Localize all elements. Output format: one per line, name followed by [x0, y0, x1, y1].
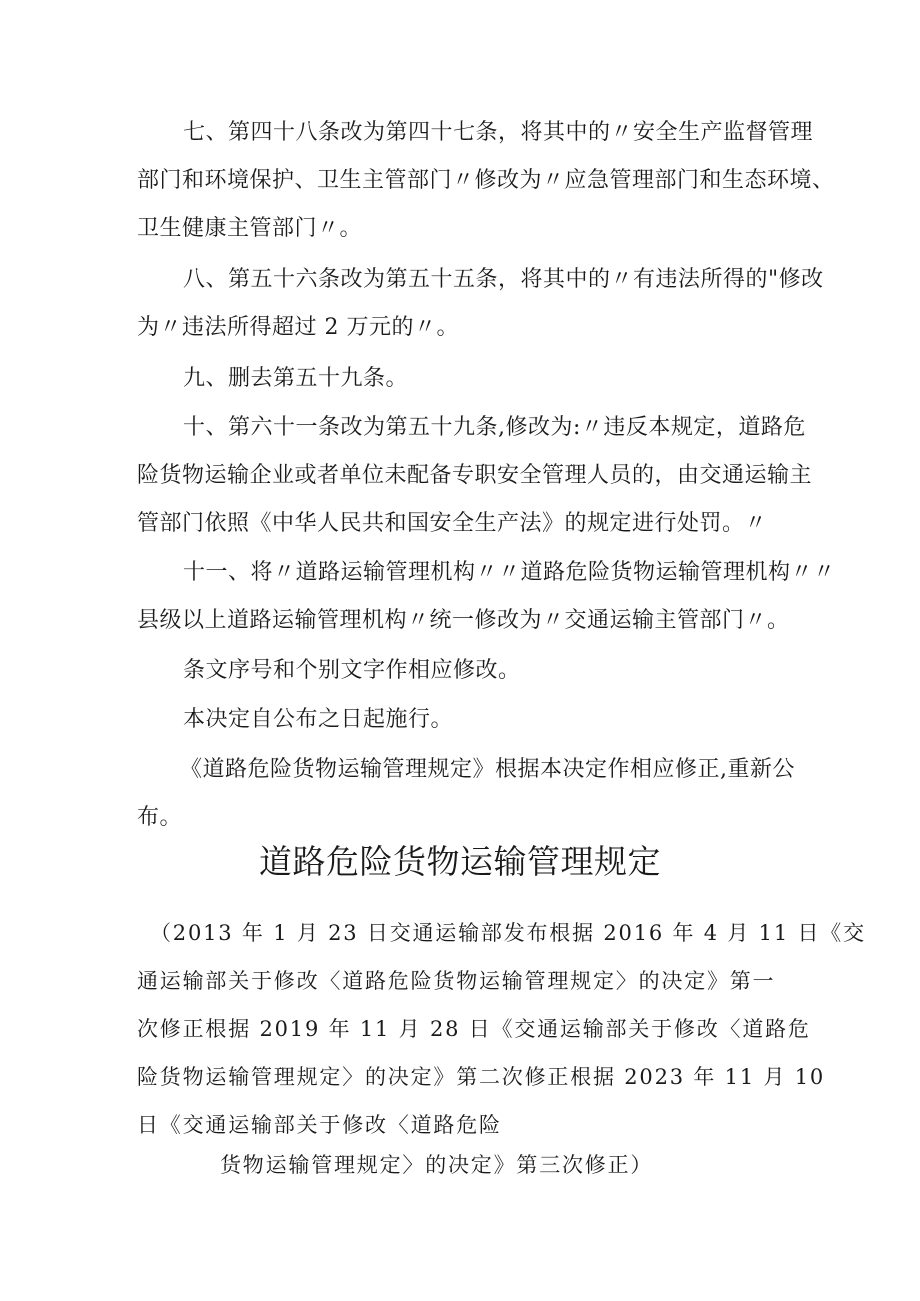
paragraph-8-line-1: 八、第五十六条改为第五十五条，将其中的〃有违法所得的"修改	[183, 267, 824, 292]
paragraph-7-line-2: 部门和环境保护、卫生主管部门〃修改为〃应急管理部门和生态环境、	[137, 168, 835, 193]
paragraph-14-line-1: 《道路危险货物运输管理规定》根据本决定作相应修正,重新公	[180, 757, 795, 782]
paragraph-12-line-1: 条文序号和个别文字作相应修改。	[183, 658, 521, 683]
subtitle-line-3: 次修正根据 2019 年 11 月 28 日《交通运输部关于修改〈道路危	[137, 1017, 811, 1041]
paragraph-7-line-3: 卫生健康主管部门〃。	[137, 216, 363, 241]
subtitle-line-5: 日《交通运输部关于修改〈道路危险	[137, 1113, 502, 1137]
document-title: 道路危险货物运输管理规定	[259, 842, 661, 881]
paragraph-7-line-1: 七、第四十八条改为第四十七条，将其中的〃安全生产监督管理	[183, 120, 814, 145]
paragraph-11-line-1: 十一、将〃道路运输管理机构〃〃道路危险货物运输管理机构〃〃	[183, 560, 836, 585]
paragraph-10-line-2: 险货物运输企业或者单位未配备专职安全管理人员的，由交通运输主	[137, 463, 813, 488]
subtitle-line-4: 险货物运输管理规定〉的决定》第二次修正根据 2023 年 11 月 10	[137, 1065, 826, 1089]
subtitle-line-2: 通运输部关于修改〈道路危险货物运输管理规定〉的决定》第一	[137, 969, 776, 993]
paragraph-10-line-3: 管部门依照《中华人民共和国安全生产法》的规定进行处罚。〃	[137, 511, 768, 536]
paragraph-13-line-1: 本决定自公布之日起施行。	[183, 707, 454, 732]
subtitle-line-6: 货物运输管理规定〉的决定》第三次修正）	[220, 1153, 654, 1177]
paragraph-9-line-1: 九、删去第五十九条。	[183, 366, 409, 391]
paragraph-10-line-1: 十、第六十一条改为第五十九条,修改为:〃违反本规定，道路危	[183, 415, 806, 440]
paragraph-11-line-2: 县级以上道路运输管理机构〃统一修改为〃交通运输主管部门〃。	[137, 608, 790, 633]
paragraph-8-line-2: 为〃违法所得超过 2 万元的〃。	[137, 315, 459, 340]
paragraph-14-line-2: 布。	[137, 805, 183, 830]
subtitle-line-1: （2013 年 1 月 23 日交通运输部发布根据 2016 年 4 月 11 日《交	[150, 921, 866, 945]
